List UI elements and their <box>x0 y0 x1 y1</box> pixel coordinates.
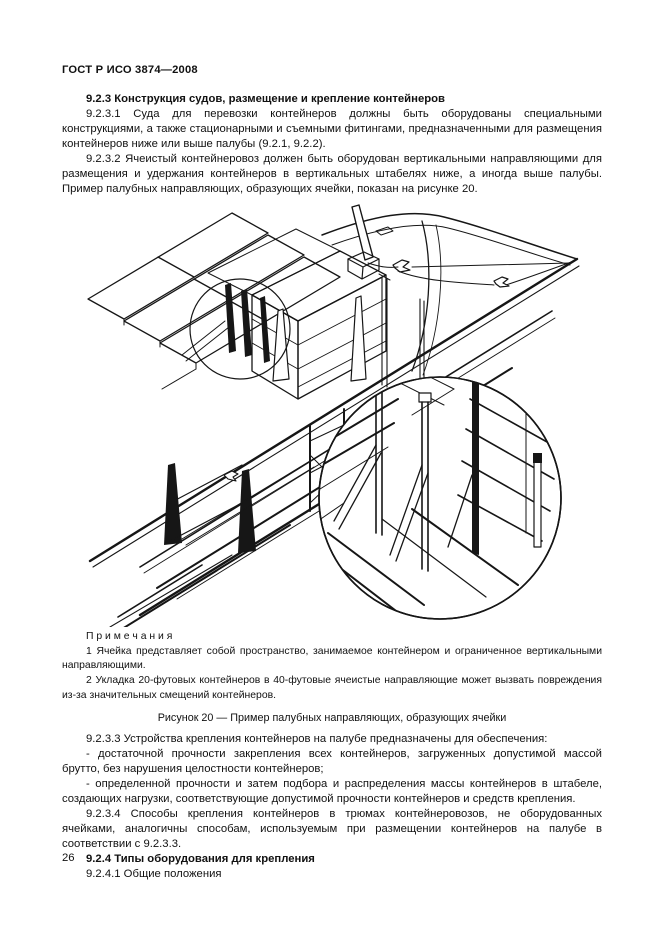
note-2: 2 Укладка 20-футовых контейнеров в 40-футовые ячеистые направляющие может вызвать повреждения из-за значительных смещений контейнеров. <box>62 675 602 701</box>
para-9-2-3-3: 9.2.3.3 Устройства крепления контейнеров на палубе предназначены для обеспечения: <box>86 732 548 745</box>
heading-9-2-3: 9.2.3 Конструкция судов, размещение и крепление контейнеров <box>86 93 445 105</box>
figure-20 <box>82 203 602 627</box>
list-item-2: - определенной прочности и затем подбора и распределения массы контейнеров в штабеле, создающих нагрузки, соответствующие допустимой прочности контейнеров и средств крепления. <box>62 777 602 805</box>
page-header: ГОСТ Р ИСО 3874—2008 <box>62 64 198 76</box>
detail-source-circle <box>190 279 290 379</box>
ship-cell-guides-drawing <box>82 203 582 627</box>
content-column <box>62 92 602 882</box>
list-item-1: - достаточной прочности закрепления всех контейнеров, загруженных допустимой массой брутто, без нарушения целостности контейнеров; <box>62 747 602 775</box>
notes-title: П р и м е ч а н и я <box>86 631 173 642</box>
para-9-2-3-2: 9.2.3.2 Ячеистый контейнеровоз должен быть оборудован вертикальными направляющими для размещения и удержания контейнеров в вертикальных штабелях ниже, а иногда выше палубы. Пример палубных направляющих, образующих ячейки, показан на рисунке 20. <box>62 153 602 195</box>
para-9-2-4-1: 9.2.4.1 Общие положения <box>86 867 222 880</box>
heading-9-2-4: 9.2.4 Типы оборудования для крепления <box>86 852 315 865</box>
para-9-2-3-1: 9.2.3.1 Суда для перевозки контейнеров должны быть оборудованы специальными конструкциями, а также стационарными и съемными фитингами, предназначенными для размещения контейнеров ниже или выше палубы (9.2.1, 9.2.2). <box>62 108 602 150</box>
page-number: 26 <box>62 852 75 864</box>
notes-block <box>62 630 602 704</box>
figure-20-caption: Рисунок 20 — Пример палубных направляющих, образующих ячейки <box>157 711 507 724</box>
note-1: 1 Ячейка представляет собой пространство, занимаемое контейнером и ограниченное вертикальными направляющими. <box>62 645 602 672</box>
para-9-2-3-4: 9.2.3.4 Способы крепления контейнеров в трюмах контейнеровозов, не оборудованных ячейками, аналогичны способам, используемым при размещении контейнеров на палубе в соответствии с 9.2.3.3. <box>62 807 602 850</box>
